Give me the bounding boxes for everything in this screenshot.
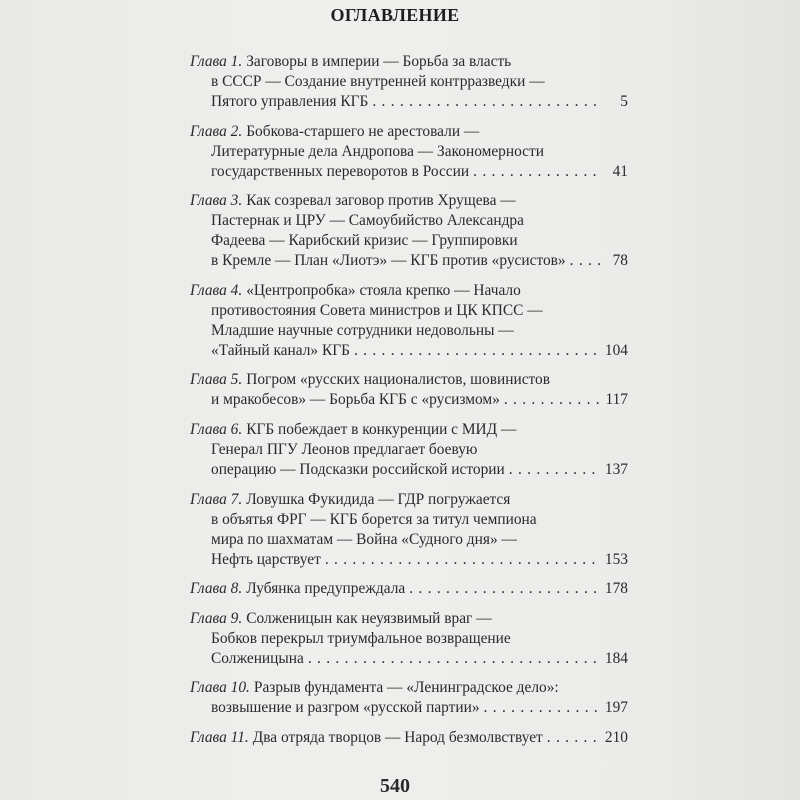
chapter-label: Глава 3. xyxy=(190,192,243,210)
toc-entry-line xyxy=(190,460,628,480)
toc-entry-line xyxy=(190,52,628,72)
dot-leader xyxy=(484,698,599,718)
chapter-title-text: в СССР — Создание внутренней контрразведки — xyxy=(211,73,545,90)
chapter-title-text: Младшие научные сотрудники недовольны — xyxy=(211,321,514,339)
toc-entry-line xyxy=(190,550,628,570)
toc-entry xyxy=(190,420,628,480)
chapter-title-text: «Центропробка» стояла крепко — Начало xyxy=(246,281,521,299)
toc-entry xyxy=(190,678,628,718)
chapter-label: Глава 1. xyxy=(190,53,243,70)
toc-entry-line xyxy=(190,251,628,271)
chapter-label: Глава 2. xyxy=(190,122,243,140)
toc-entry-line xyxy=(190,530,628,550)
chapter-page-number: 117 xyxy=(605,391,628,409)
toc-entry-line xyxy=(190,629,628,649)
chapter-page-number: 210 xyxy=(604,728,628,746)
chapter-title-text: Фадеева — Карибский кризис — Группировки xyxy=(211,232,518,250)
toc-entry xyxy=(190,490,628,570)
chapter-title-text: «Тайный канал» КГБ xyxy=(211,341,350,359)
toc-entry-line xyxy=(190,649,628,669)
dot-leader xyxy=(325,550,599,570)
toc-entry-line xyxy=(190,390,628,410)
toc-entry-line xyxy=(190,72,628,92)
dot-leader xyxy=(509,460,599,480)
toc-entry-line xyxy=(190,122,628,142)
toc-entry xyxy=(190,609,628,669)
toc-entry xyxy=(190,579,628,599)
chapter-page-number: 5 xyxy=(620,93,628,110)
toc-entry-line xyxy=(190,142,628,162)
chapter-title-text: Солженицын как неуязвимый враг — xyxy=(246,609,492,627)
toc-entry-line xyxy=(190,490,628,510)
toc-entry-line xyxy=(190,191,628,211)
chapter-title-text: Пятого управления КГБ xyxy=(211,93,369,110)
toc-entry xyxy=(190,191,628,271)
chapter-title-text: Литературные дела Андропова — Закономерности xyxy=(211,142,544,160)
chapter-title-text: Ловушка Фукидида — ГДР погружается xyxy=(246,490,511,508)
chapter-title-text: Заговоры в империи — Борьба за власть xyxy=(246,53,512,70)
chapter-title-text: в Кремле — План «Лиотэ» — КГБ против «русистов» xyxy=(211,252,566,270)
toc-entry-line xyxy=(190,579,628,599)
table-of-contents xyxy=(190,52,628,758)
dot-leader xyxy=(547,728,599,748)
chapter-page-number: 153 xyxy=(604,550,628,568)
chapter-title-text: в объятья ФРГ — КГБ борется за титул чемпиона xyxy=(211,510,537,528)
toc-entry-line xyxy=(190,609,628,629)
chapter-label: Глава 6. xyxy=(190,420,243,438)
toc-entry-line xyxy=(190,370,628,390)
page-number: 540 xyxy=(380,775,410,797)
chapter-title-text: Генерал ПГУ Леонов предлагает боевую xyxy=(211,440,478,458)
toc-entry xyxy=(190,370,628,410)
chapter-title-text: Нефть царствует xyxy=(211,550,321,568)
dot-leader xyxy=(354,341,599,361)
toc-entry-line xyxy=(190,728,628,748)
dot-leader xyxy=(372,92,600,112)
chapter-title-text: Бобкова-старшего не арестовали — xyxy=(246,122,480,140)
toc-entry xyxy=(190,52,628,112)
chapter-page-number: 78 xyxy=(612,252,628,270)
dot-leader xyxy=(570,251,600,271)
toc-entry-line xyxy=(190,231,628,251)
toc-entry-line xyxy=(190,301,628,321)
chapter-label: Глава 5. xyxy=(190,371,243,389)
chapter-label: Глава 8. xyxy=(190,580,243,598)
toc-entry xyxy=(190,281,628,361)
chapter-title-text: операцию — Подсказки российской истории xyxy=(211,460,505,478)
chapter-title-text: Погром «русских националистов, шовинистов xyxy=(246,371,551,389)
toc-entry-line xyxy=(190,698,628,718)
toc-entry-line xyxy=(190,678,628,698)
chapter-title-text: и мракобесов» — Борьба КГБ с «русизмом» xyxy=(211,391,500,409)
toc-entry xyxy=(190,122,628,182)
chapter-page-number: 104 xyxy=(604,341,628,359)
toc-entry-line xyxy=(190,92,628,112)
toc-entry-line xyxy=(190,211,628,231)
toc-entry-line xyxy=(190,420,628,440)
dot-leader xyxy=(473,162,600,182)
chapter-page-number: 184 xyxy=(604,649,628,667)
toc-entry-line xyxy=(190,162,628,182)
chapter-page-number: 41 xyxy=(612,162,628,180)
toc-entry-line xyxy=(190,440,628,460)
chapter-page-number: 197 xyxy=(604,699,628,717)
chapter-label: Глава 4. xyxy=(190,281,243,299)
chapter-page-number: 178 xyxy=(604,580,628,598)
chapter-label: Глава 7. xyxy=(190,490,243,508)
chapter-title-text: КГБ побеждает в конкуренции с МИД — xyxy=(246,420,517,438)
chapter-title-text: возвышение и разгром «русской партии» xyxy=(211,699,480,717)
page-title: ОГЛАВЛЕНИЕ xyxy=(330,5,460,25)
dot-leader xyxy=(308,649,599,669)
chapter-title-text: Разрыв фундамента — «Ленинградское дело»: xyxy=(253,679,559,697)
chapter-title-text: государственных переворотов в России xyxy=(211,162,470,180)
dot-leader xyxy=(504,390,600,410)
chapter-title-text: мира по шахматам — Война «Судного дня» — xyxy=(211,530,517,548)
chapter-title-text: Лубянка предупреждала xyxy=(246,580,406,598)
toc-entry-line xyxy=(190,341,628,361)
chapter-title-text: Два отряда творцов — Народ безмолвствует xyxy=(252,728,543,746)
chapter-label: Глава 9. xyxy=(190,609,243,627)
chapter-title-text: противостояния Совета министров и ЦК КПСС — xyxy=(211,301,543,319)
chapter-title-text: Солженицына xyxy=(211,649,304,667)
dot-leader xyxy=(409,579,599,599)
chapter-label: Глава 10. xyxy=(190,679,250,697)
chapter-label: Глава 11. xyxy=(190,728,249,746)
toc-entry-line xyxy=(190,281,628,301)
toc-entry xyxy=(190,728,628,748)
chapter-title-text: Бобков перекрыл триумфальное возвращение xyxy=(211,629,511,647)
toc-entry-line xyxy=(190,510,628,530)
chapter-page-number: 137 xyxy=(604,460,628,478)
chapter-title-text: Пастернак и ЦРУ — Самоубийство Александра xyxy=(211,212,524,230)
chapter-title-text: Как созревал заговор против Хрущева — xyxy=(246,192,516,210)
toc-entry-line xyxy=(190,321,628,341)
